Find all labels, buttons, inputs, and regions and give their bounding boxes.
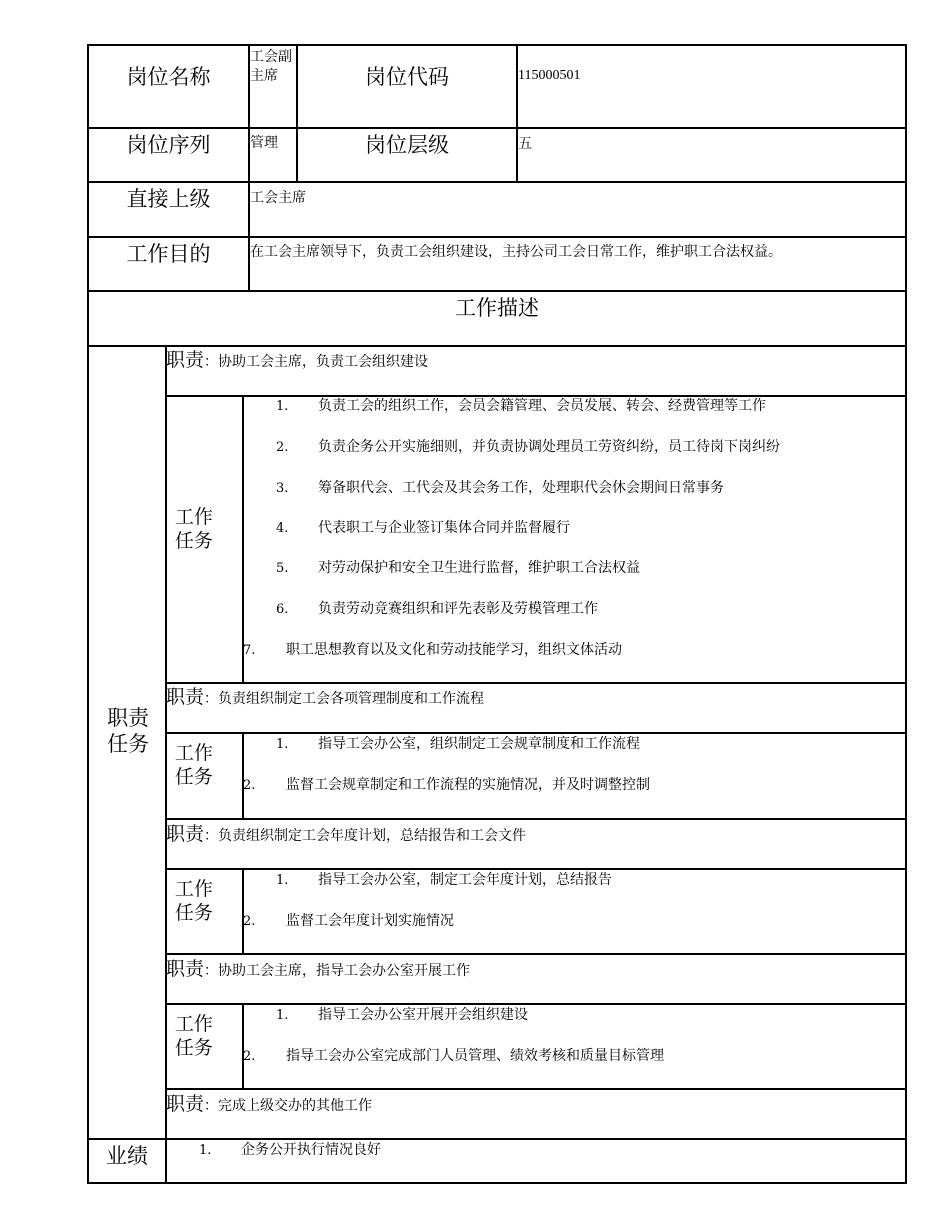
task-number: 5. bbox=[276, 561, 289, 576]
performance-text: 企务公开执行情况良好 bbox=[241, 1142, 381, 1158]
task-text: 代表职工与企业签订集体合同并监督履行 bbox=[318, 520, 570, 536]
task-text: 指导工会办公室开展开会组织建设 bbox=[318, 1007, 528, 1023]
duty-title: 协助工会主席，负责工会组织建设 bbox=[218, 354, 429, 370]
task-number: 2. bbox=[243, 1049, 256, 1064]
position-code-label: 岗位代码 bbox=[365, 65, 449, 89]
task-number: 2. bbox=[243, 778, 256, 793]
task-label: 工作任务 bbox=[174, 878, 213, 924]
position-level-value: 五 bbox=[518, 137, 532, 152]
task-number: 6. bbox=[276, 602, 289, 617]
task-number: 1. bbox=[276, 399, 289, 414]
task-number: 4. bbox=[276, 521, 289, 536]
description-title: 工作描述 bbox=[455, 296, 539, 320]
duty-prefix: 职责 bbox=[166, 823, 205, 845]
performance-number: 1. bbox=[199, 1143, 212, 1158]
task-number: 3. bbox=[276, 481, 289, 496]
performance-label: 业绩 bbox=[106, 1144, 148, 1168]
task-label: 工作任务 bbox=[174, 742, 213, 788]
duty-prefix: 职责 bbox=[166, 1093, 205, 1115]
direct-superior-label: 直接上级 bbox=[126, 187, 211, 211]
work-purpose-label: 工作目的 bbox=[126, 242, 211, 266]
task-label: 工作任务 bbox=[174, 1013, 213, 1059]
duty-3-heading: 职责：负责组织制定工会年度计划，总结报告和工会文件 bbox=[166, 823, 527, 845]
position-name-label: 岗位名称 bbox=[126, 65, 211, 89]
task-text: 监督工会规章制定和工作流程的实施情况，并及时调整控制 bbox=[286, 777, 650, 793]
task-text: 负责工会的组织工作，会员会籍管理、会员发展、转会、经费管理等工作 bbox=[318, 398, 766, 414]
position-series-label: 岗位序列 bbox=[126, 133, 211, 157]
position-series-value: 管理 bbox=[250, 135, 278, 151]
duty-5-heading: 职责：完成上级交办的其他工作 bbox=[166, 1093, 373, 1115]
task-text: 职工思想教育以及文化和劳动技能学习，组织文体活动 bbox=[286, 642, 622, 658]
task-number: 1. bbox=[276, 1008, 289, 1023]
duty-title: 负责组织制定工会年度计划，总结报告和工会文件 bbox=[218, 828, 527, 844]
duties-label: 职责任务 bbox=[107, 706, 150, 756]
task-number: 2. bbox=[276, 440, 289, 455]
task-text: 对劳动保护和安全卫生进行监督，维护职工合法权益 bbox=[318, 560, 640, 576]
duty-prefix: 职责 bbox=[166, 958, 205, 980]
duty-title: 完成上级交办的其他工作 bbox=[218, 1098, 373, 1114]
position-code-value: 115000501 bbox=[518, 68, 581, 83]
task-number: 2. bbox=[243, 914, 256, 929]
duty-title: 负责组织制定工会各项管理制度和工作流程 bbox=[218, 691, 485, 707]
work-purpose-value: 在工会主席领导下，负责工会组织建设，主持公司工会日常工作，维护职工合法权益。 bbox=[250, 244, 782, 260]
task-text: 指导工会办公室，制定工会年度计划，总结报告 bbox=[318, 872, 612, 888]
task-number: 1. bbox=[276, 737, 289, 752]
duty-prefix: 职责 bbox=[166, 349, 205, 371]
task-number: 7. bbox=[243, 643, 256, 658]
task-label: 工作任务 bbox=[174, 506, 213, 552]
task-text: 筹备职代会、工代会及其会务工作，处理职代会休会期间日常事务 bbox=[318, 480, 724, 496]
task-text: 指导工会办公室完成部门人员管理、绩效考核和质量目标管理 bbox=[286, 1048, 664, 1064]
position-name-value: 工会副主席 bbox=[250, 49, 292, 84]
task-number: 1. bbox=[276, 873, 289, 888]
position-level-label: 岗位层级 bbox=[365, 133, 449, 157]
task-text: 监督工会年度计划实施情况 bbox=[286, 913, 454, 929]
direct-superior-value: 工会主席 bbox=[250, 190, 306, 206]
duty-1-heading: 职责：协助工会主席，负责工会组织建设 bbox=[166, 349, 429, 371]
duty-prefix: 职责 bbox=[166, 686, 205, 708]
duty-4-heading: 职责：协助工会主席，指导工会办公室开展工作 bbox=[166, 958, 471, 980]
task-text: 指导工会办公室，组织制定工会规章制度和工作流程 bbox=[318, 736, 640, 752]
task-text: 负责劳动竞赛组织和评先表彰及劳模管理工作 bbox=[318, 601, 598, 617]
duty-2-heading: 职责：负责组织制定工会各项管理制度和工作流程 bbox=[166, 686, 485, 708]
duty-title: 协助工会主席，指导工会办公室开展工作 bbox=[218, 963, 471, 979]
task-text: 负责企务公开实施细则，并负责协调处理员工劳资纠纷，员工待岗下岗纠纷 bbox=[318, 439, 780, 455]
